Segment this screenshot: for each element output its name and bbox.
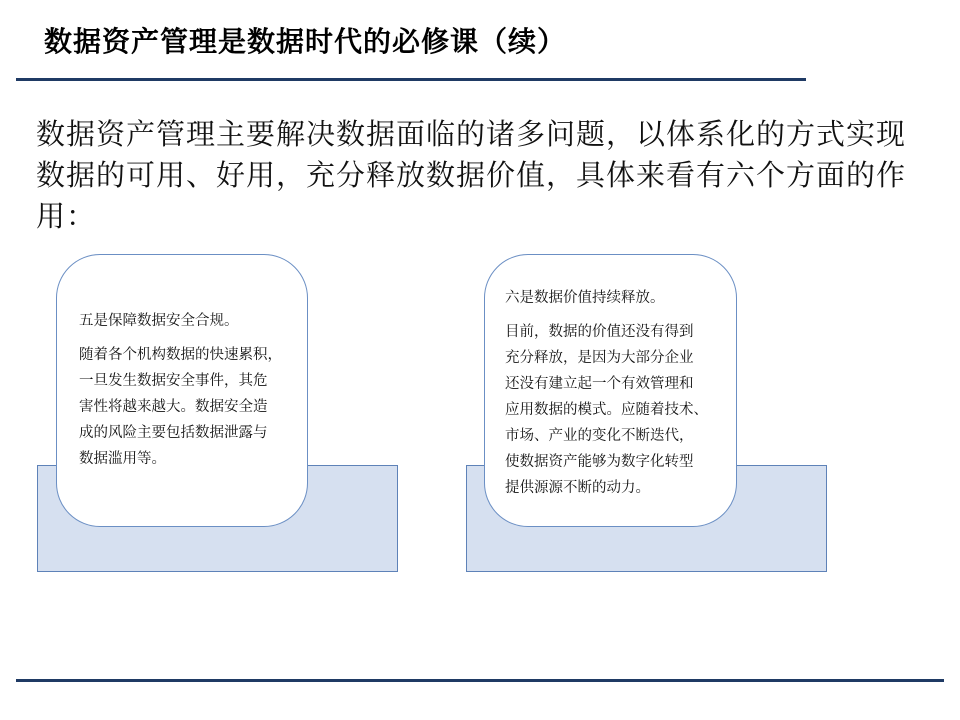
card-six-text — [505, 285, 723, 501]
card-five-heading: 五是保障数据安全合规。 — [79, 313, 239, 329]
card-six-line: 充分释放，是因为大部分企业 — [505, 350, 694, 366]
title-divider — [16, 78, 806, 81]
card-five-text — [79, 308, 294, 472]
card-six-line: 还没有建立起一个有效管理和 — [505, 376, 694, 392]
card-five-line: 随着各个机构数据的快速累积， — [79, 347, 282, 363]
card-six-heading: 六是数据价值持续释放。 — [505, 290, 665, 306]
card-five-line: 成的风险主要包括数据泄露与 — [79, 425, 268, 441]
card-five-line: 一旦发生数据安全事件，其危 — [79, 373, 268, 389]
intro-paragraph: 数据资产管理主要解决数据面临的诸多问题，以体系化的方式实现数据的可用、好用，充分释放数据价值，具体来看有六个方面的作用： — [36, 117, 907, 233]
card-six-line: 使数据资产能够为数字化转型 — [505, 454, 694, 470]
card-five-line: 害性将越来越大。数据安全造 — [79, 399, 268, 415]
card-six-line: 提供源源不断的动力。 — [505, 480, 650, 496]
card-six-line: 市场、产业的变化不断迭代， — [505, 428, 694, 444]
card-five-line: 数据滥用等。 — [79, 451, 166, 467]
slide-title: 数据资产管理是数据时代的必修课（续） — [44, 25, 567, 58]
card-six-line: 目前，数据的价值还没有得到 — [505, 324, 694, 340]
footer-divider — [16, 679, 944, 682]
card-six-line: 应用数据的模式。应随着技术、 — [505, 402, 708, 418]
